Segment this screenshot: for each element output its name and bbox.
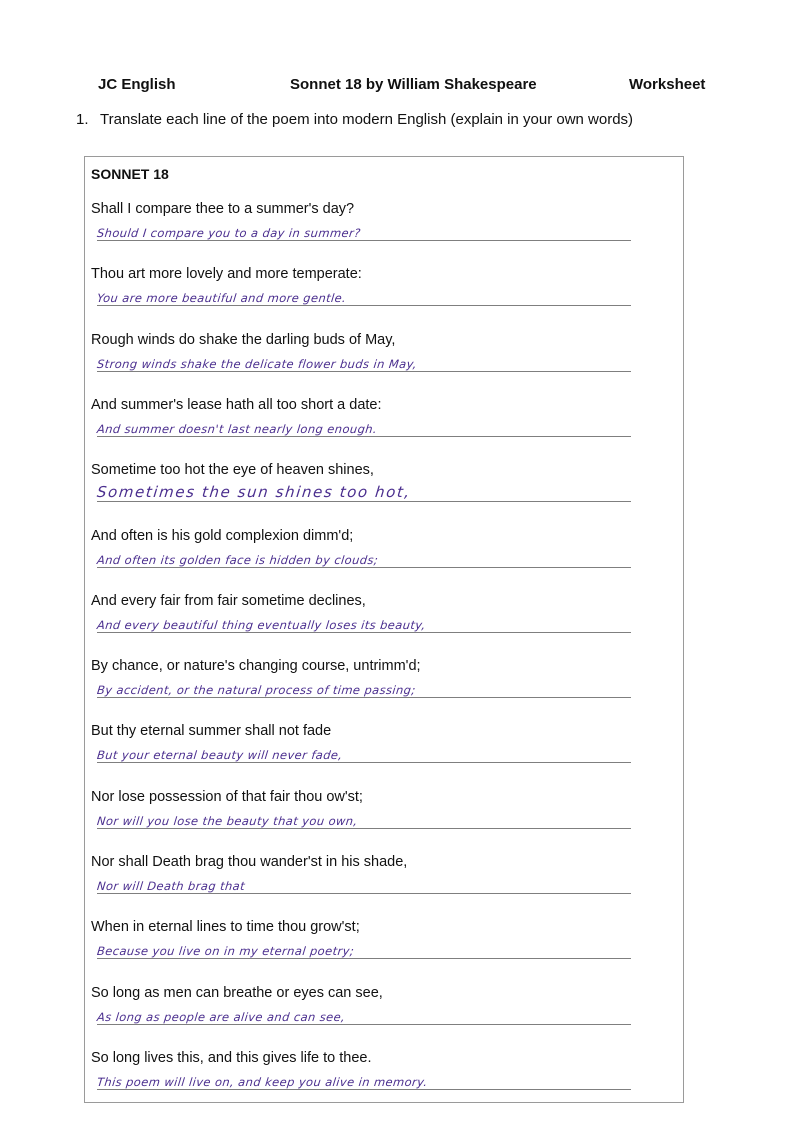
answer-field[interactable] — [97, 1069, 631, 1090]
line-block — [91, 528, 631, 588]
answer-rule — [97, 893, 631, 894]
poem-line: So long as men can breathe or eyes can see, — [91, 984, 383, 1001]
handwritten-answer: And every beautiful thing eventually loses its beauty, — [96, 617, 427, 632]
line-block — [91, 201, 631, 261]
handwritten-answer: Nor will Death brag that — [96, 879, 246, 893]
poem-line: Nor lose possession of that fair thou ow'st; — [91, 788, 363, 805]
handwritten-answer: Nor will you lose the beauty that you own, — [96, 813, 359, 828]
sonnet-box — [84, 156, 684, 1103]
answer-field[interactable] — [97, 285, 631, 306]
poem-line: Nor shall Death brag thou wander'st in his shade, — [91, 854, 408, 870]
answer-rule — [97, 501, 631, 502]
poem-line: Rough winds do shake the darling buds of May, — [91, 331, 396, 348]
answer-rule — [97, 240, 631, 241]
answer-field[interactable] — [97, 220, 631, 241]
answer-field[interactable] — [97, 481, 631, 502]
instruction-number: 1. — [76, 111, 89, 128]
handwritten-answer: And summer doesn't last nearly long enough. — [96, 421, 378, 436]
line-block — [91, 854, 631, 914]
answer-field[interactable] — [97, 808, 631, 829]
handwritten-answer: But your eternal beauty will never fade, — [96, 748, 344, 763]
answer-field[interactable] — [97, 351, 631, 372]
line-block — [91, 789, 631, 849]
poem-line: By chance, or nature's changing course, untrimm'd; — [91, 658, 421, 675]
handwritten-answer: You are more beautiful and more gentle. — [96, 291, 347, 306]
line-block — [91, 397, 631, 457]
answer-rule — [97, 371, 631, 372]
line-block — [91, 985, 631, 1045]
poem-line: But thy eternal summer shall not fade — [91, 723, 332, 740]
line-block — [91, 266, 631, 326]
answer-field[interactable] — [97, 742, 631, 763]
poem-line: Thou art more lovely and more temperate: — [91, 266, 362, 283]
answer-rule — [97, 305, 631, 306]
answer-field[interactable] — [97, 612, 631, 633]
instruction — [76, 111, 633, 128]
line-block — [91, 723, 631, 783]
line-block — [91, 919, 631, 979]
line-block — [91, 332, 631, 392]
poem-line: And summer's lease hath all too short a date: — [91, 396, 382, 413]
page-header — [0, 76, 800, 96]
answer-rule — [97, 632, 631, 633]
worksheet-label: Worksheet — [629, 76, 706, 93]
poem-line: And often is his gold complexion dimm'd; — [91, 527, 354, 544]
handwritten-answer: As long as people are alive and can see, — [96, 1009, 346, 1024]
line-block — [91, 462, 631, 522]
line-block — [91, 1050, 631, 1110]
answer-rule — [97, 1024, 631, 1025]
answer-field[interactable] — [97, 547, 631, 568]
poem-line: Shall I compare thee to a summer's day? — [91, 201, 355, 217]
answer-rule — [97, 1089, 631, 1090]
answer-field[interactable] — [97, 873, 631, 894]
answer-rule — [97, 762, 631, 763]
poem-line: When in eternal lines to time thou grow'st; — [91, 919, 360, 936]
answer-rule — [97, 828, 631, 829]
answer-rule — [97, 697, 631, 698]
answer-rule — [97, 958, 631, 959]
handwritten-answer: And often its golden face is hidden by clouds; — [96, 552, 379, 567]
handwritten-answer: Sometimes the sun shines too hot, — [96, 483, 412, 502]
line-block — [91, 593, 631, 653]
answer-field[interactable] — [97, 677, 631, 698]
handwritten-answer: Because you live on in my eternal poetry; — [96, 944, 355, 959]
answer-field[interactable] — [97, 938, 631, 959]
answer-rule — [97, 436, 631, 437]
handwritten-answer: By accident, or the natural process of time passing; — [96, 683, 417, 698]
poem-line: And every fair from fair sometime declines, — [91, 592, 366, 609]
poem-line: Sometime too hot the eye of heaven shines, — [91, 462, 374, 479]
answer-rule — [97, 567, 631, 568]
handwritten-answer: Should I compare you to a day in summer? — [96, 226, 362, 240]
line-block — [91, 658, 631, 718]
handwritten-answer: Strong winds shake the delicate flower buds in May, — [96, 356, 418, 371]
instruction-text: Translate each line of the poem into modern English (explain in your own words) — [100, 111, 634, 128]
course-name: JC English — [98, 76, 176, 93]
answer-field[interactable] — [97, 1004, 631, 1025]
answer-field[interactable] — [97, 416, 631, 437]
handwritten-answer: This poem will live on, and keep you alive in memory. — [96, 1074, 429, 1089]
worksheet-title: Sonnet 18 by William Shakespeare — [290, 76, 537, 93]
poem-line: So long lives this, and this gives life to thee. — [91, 1049, 372, 1066]
box-title: SONNET 18 — [91, 166, 169, 182]
